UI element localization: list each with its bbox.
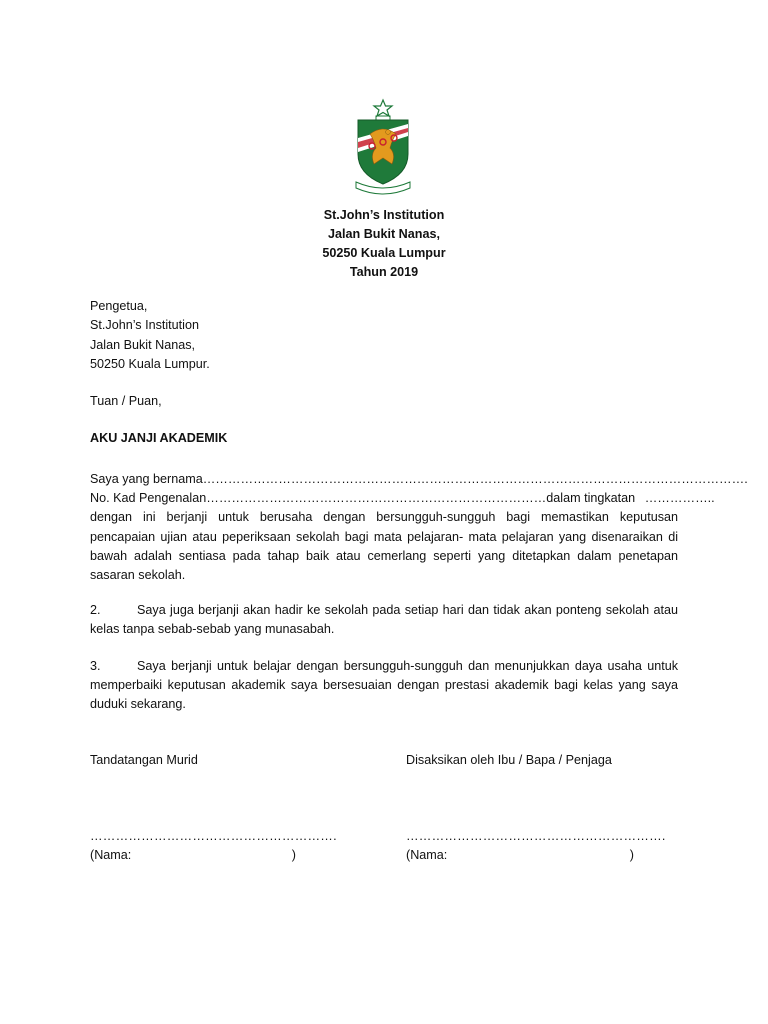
form-label: dalam tingkatan xyxy=(546,491,636,506)
student-signature-label: Tandatangan Murid xyxy=(90,753,198,767)
student-name-field xyxy=(90,848,296,862)
witness-signature-line: ……………………………………………………. xyxy=(406,829,666,843)
form-field: …………….. xyxy=(644,491,715,506)
paragraph-2-number: 2. xyxy=(90,603,101,617)
school-crest-logo xyxy=(352,98,414,200)
recipient-city: 50250 Kuala Lumpur. xyxy=(90,356,210,371)
ic-form-line xyxy=(90,489,715,508)
paragraph-3-number: 3. xyxy=(90,659,101,673)
paragraph-1 xyxy=(90,470,748,585)
student-name-open: (Nama: xyxy=(90,848,132,862)
recipient-title: Pengetua, xyxy=(90,299,148,313)
paragraph-1-body: dengan ini berjanji untuk berusaha dengan bersungguh-sungguh bagi memastikan keputusan pencapaian ujian atau peperiksaan sekolah bagi mata pelajaran- mata pelajaran yang disenaraikan di bawah adalah sentiasa pada tahap baik atau cemerlang seperti yang ditetapkan dalam penetapan sasaran sekolah. xyxy=(90,510,678,583)
school-street: Jalan Bukit Nanas, xyxy=(328,227,440,241)
witness-signature-label: Disaksikan oleh Ibu / Bapa / Penjaga xyxy=(406,753,612,767)
recipient-school: St.John’s Institution xyxy=(90,318,199,333)
school-city: 50250 Kuala Lumpur xyxy=(322,246,446,260)
paragraph-3-text: Saya berjanji untuk belajar dengan bersungguh-sungguh dan menunjukkan daya usaha untuk memperbaiki keputusan akademik saya bersesuaian dengan prestasi akademik bagi kelas yang saya duduki sekarang. xyxy=(90,659,678,712)
witness-name-close: ) xyxy=(629,848,634,862)
ic-number-field: No. Kad Pengenalan……………………………………………………………………… xyxy=(90,491,547,506)
school-header xyxy=(234,206,534,282)
student-signature-line: …………………………………………………. xyxy=(90,829,337,843)
paragraph-2 xyxy=(90,601,678,639)
paragraph-3 xyxy=(90,657,678,715)
paragraph-2-text: Saya juga berjanji akan hadir ke sekolah pada setiap hari dan tidak akan ponteng sekolah atau kelas tanpa sebab-sebab yang munasabah. xyxy=(90,603,678,637)
student-name-line: Saya yang bernama…………………………………………………………………………………………………………………. xyxy=(90,472,748,486)
witness-name-open: (Nama: xyxy=(406,848,448,862)
recipient-address xyxy=(90,297,210,374)
salutation: Tuan / Puan, xyxy=(90,394,162,408)
school-year: Tahun 2019 xyxy=(349,265,419,279)
student-name-close: ) xyxy=(291,848,296,862)
witness-name-field xyxy=(406,848,634,862)
school-name: St.John’s Institution xyxy=(323,208,445,222)
recipient-street: Jalan Bukit Nanas, xyxy=(90,337,196,352)
letter-subject: AKU JANJI AKADEMIK xyxy=(90,431,228,445)
